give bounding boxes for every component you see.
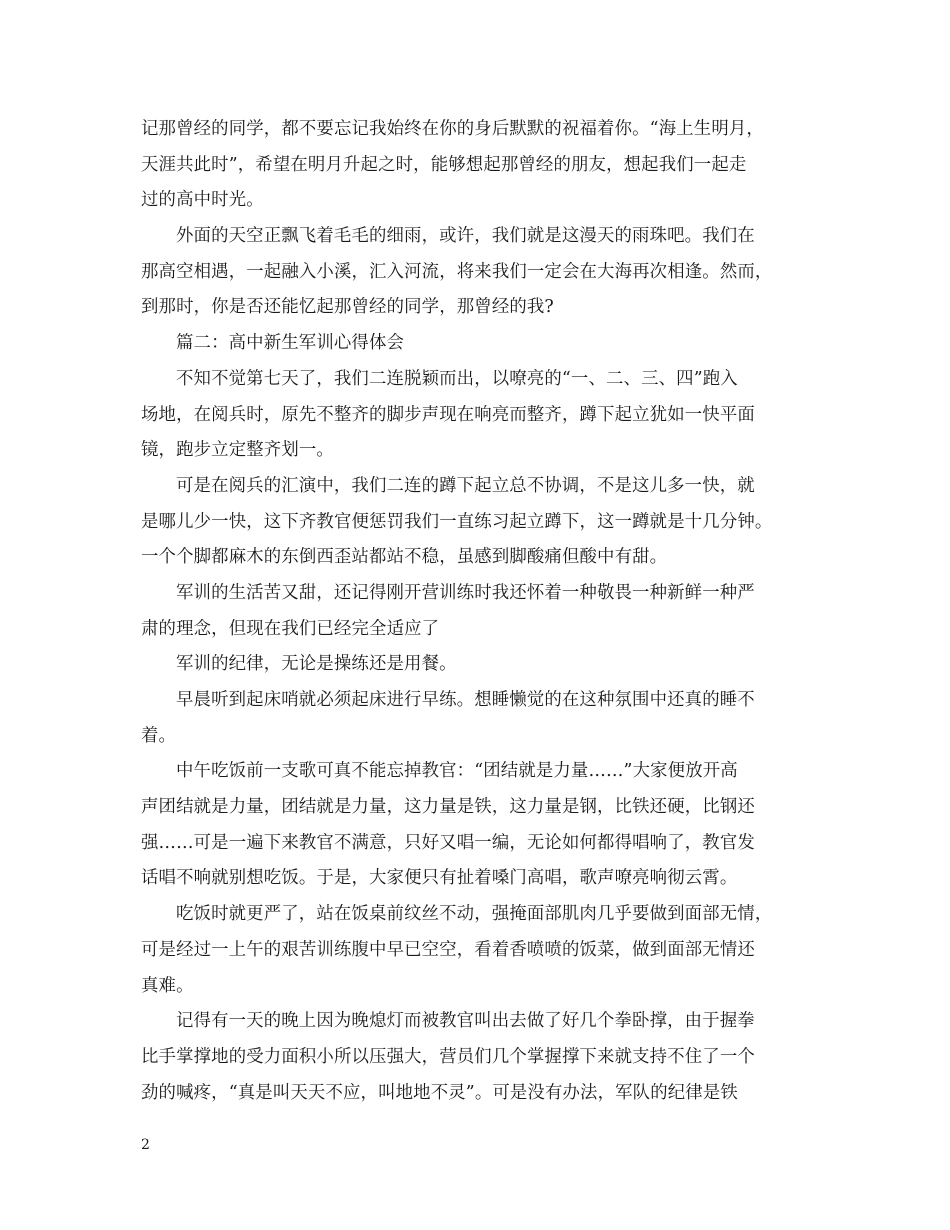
text-line: 那高空相遇，一起融入小溪，汇入河流，将来我们一定会在大海再次相逢。然而，	[141, 261, 773, 282]
text-line: 着。	[141, 725, 177, 746]
text-line: 可是经过一上午的艰苦训练腹中早已空空，看着香喷喷的饭菜，做到面部无情还	[141, 939, 755, 960]
text-line: 外面的天空正飘飞着毛毛的细雨，或许，我们就是这漫天的雨珠吧。我们在	[176, 226, 755, 247]
text-line: 一个个脚都麻木的东倒西歪站都站不稳，虽感到脚酸痛但酸中有甜。	[141, 547, 668, 568]
document-body	[141, 112, 821, 1111]
text-line: 话唱不响就别想吃饭。于是，大家便只有扯着嗓门高唱，歌声嘹亮响彻云霄。	[141, 868, 738, 889]
text-line: 吃饭时就更严了，站在饭桌前纹丝不动，强掩面部肌肉几乎要做到面部无情，	[176, 904, 773, 925]
text-line: 镜，跑步立定整齐划一。	[141, 440, 334, 461]
text-line: 不知不觉第七天了，我们二连脱颖而出，以嘹亮的“一、二、三、四”跑入	[176, 368, 738, 389]
text-line: 劲的喊疼，“真是叫天天不应，叫地地不灵”。可是没有办法，军队的纪律是铁	[141, 1082, 738, 1103]
text-line: 真难。	[141, 975, 194, 996]
text-line: 军训的生活苦又甜，还记得刚开营训练时我还怀着一种敬畏一种新鲜一种严	[176, 582, 755, 603]
text-line: 过的高中时光。	[141, 190, 264, 211]
text-line: 强……可是一遍下来教官不满意，只好又唱一编，无论如何都得唱响了，教官发	[141, 832, 755, 853]
text-line: 肃的理念，但现在我们已经完全适应了	[141, 618, 440, 639]
text-line: 场地，在阅兵时，原先不整齐的脚步声现在响亮而整齐，蹲下起立犹如一快平面	[141, 404, 755, 425]
text-line: 是哪儿少一快，这下齐教官便惩罚我们一直练习起立蹲下，这一蹲就是十几分钟。	[141, 511, 773, 532]
text-line: 军训的纪律，无论是操练还是用餐。	[176, 654, 457, 675]
text-line: 比手掌撑地的受力面积小所以压强大，营员们几个掌握撑下来就支持不住了一个	[141, 1046, 755, 1067]
text-line: 早晨听到起床哨就必须起床进行早练。想睡懒觉的在这种氛围中还真的睡不	[176, 690, 755, 710]
text-line: 可是在阅兵的汇演中，我们二连的蹲下起立总不协调，不是这儿多一快，就	[176, 475, 755, 496]
text-line: 记那曾经的同学，都不要忘记我始终在你的身后默默的祝福着你。“海上生明月，	[141, 119, 764, 139]
text-line: 篇二：高中新生军训心得体会	[176, 333, 405, 354]
page-number: 2	[141, 1137, 150, 1153]
text-line: 天涯共此时”，希望在明月升起之时，能够想起那曾经的朋友，想起我们一起走	[141, 154, 747, 175]
text-line: 中午吃饭前一支歌可真不能忘掉教官：“团结就是力量……”大家便放开高	[176, 761, 738, 782]
text-line: 声团结就是力量，团结就是力量，这力量是铁，这力量是钢，比铁还硬，比钢还	[141, 797, 755, 818]
text-line: 到那时，你是否还能忆起那曾经的同学，那曾经的我?	[141, 297, 554, 318]
text-line: 记得有一天的晚上因为晚熄灯而被教官叫出去做了好几个拳卧撑，由于握拳	[176, 1011, 755, 1032]
